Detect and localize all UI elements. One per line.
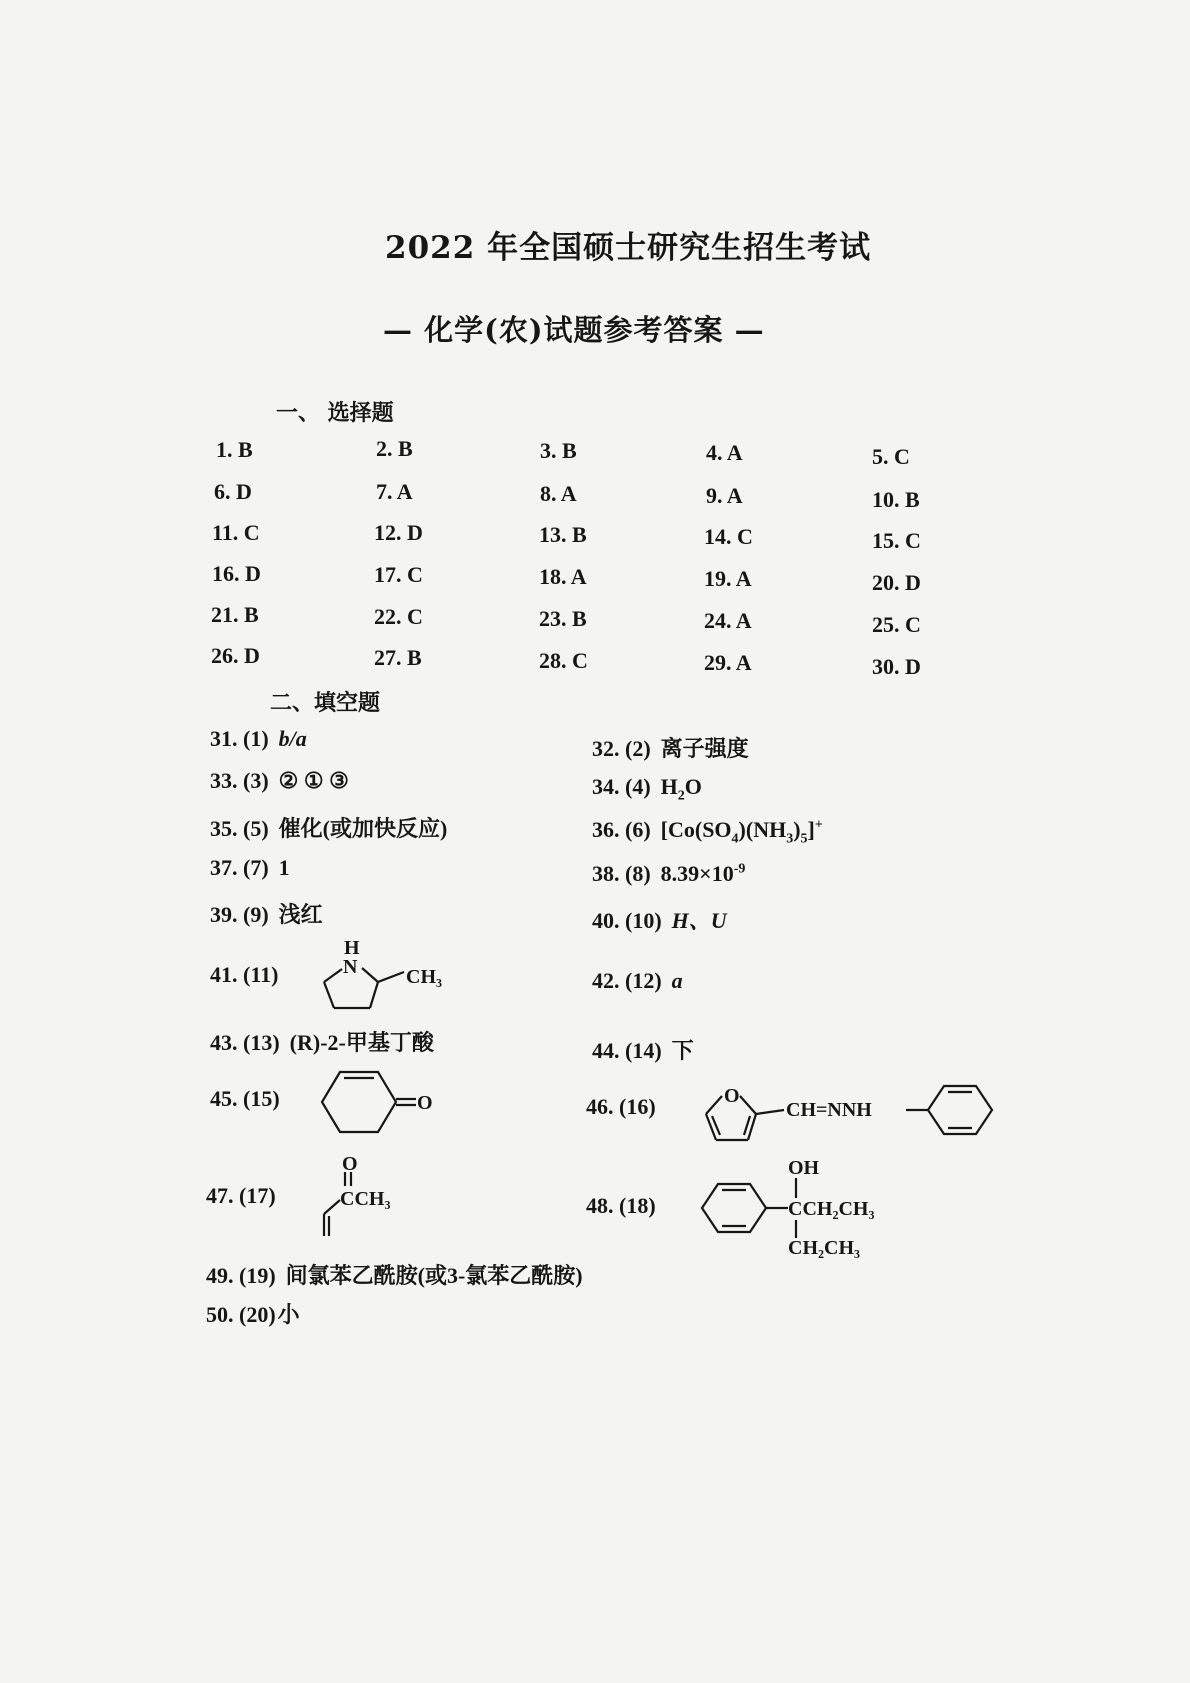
- mc-answer: 29. A: [704, 650, 752, 675]
- question-number: 43. (13): [210, 1030, 280, 1055]
- mc-answer: 15. C: [872, 528, 921, 553]
- acetyl-group-label: CCH₃: [340, 1188, 391, 1210]
- question-number: 32. (2): [592, 736, 651, 761]
- mc-answer: 18. A: [539, 564, 587, 589]
- fill-answer-38: [592, 861, 745, 887]
- cyclohexenone-structure: [320, 1066, 450, 1146]
- mc-answer: 3. B: [540, 438, 577, 463]
- mc-answer: 22. C: [374, 604, 423, 629]
- fill-answer-43: [210, 1026, 434, 1057]
- mc-answer: 2. B: [376, 436, 413, 461]
- ethyl-group-2-label: CH₂CH₃: [788, 1237, 860, 1259]
- atom-n-label: N: [343, 956, 358, 978]
- question-number: 46. (16): [586, 1094, 656, 1119]
- question-number: 48. (18): [586, 1193, 656, 1218]
- fill-answer-50: [206, 1298, 300, 1329]
- question-number: 37. (7): [210, 855, 269, 880]
- atom-h-label: H: [344, 937, 360, 959]
- mc-answer: 8. A: [540, 481, 577, 506]
- section-1-heading: 一、 选择题: [276, 400, 394, 426]
- ketone-oxygen-label: O: [417, 1092, 433, 1114]
- answer-text: 浅红: [278, 902, 323, 927]
- mc-answer: 23. B: [539, 606, 587, 631]
- mc-answer: 1. B: [216, 437, 253, 462]
- methyl-vinyl-ketone-structure: [318, 1150, 428, 1240]
- answer-text: 下: [671, 1038, 694, 1063]
- mc-answer: 24. A: [704, 608, 752, 633]
- mc-answer: 30. D: [872, 654, 921, 679]
- question-number: 35. (5): [210, 816, 269, 841]
- page-subtitle: — 化学(农)试题参考答案 —: [383, 313, 765, 347]
- section-2-heading: 二、填空题: [270, 690, 381, 716]
- mc-answer: 28. C: [539, 648, 588, 673]
- fill-answer-41: [210, 962, 278, 988]
- mc-answer: 10. B: [872, 487, 920, 512]
- mc-answer: 5. C: [872, 444, 910, 469]
- fill-answer-44: [592, 1034, 694, 1065]
- mc-answer: 13. B: [539, 522, 587, 547]
- mc-answer: 17. C: [374, 562, 423, 587]
- mc-answer: 6. D: [214, 479, 252, 504]
- fill-answer-46: [586, 1094, 656, 1120]
- question-number: 41. (11): [210, 962, 279, 987]
- ethyl-group-1-label: CCH₂CH₃: [788, 1198, 875, 1220]
- mc-answer: 19. A: [704, 566, 752, 591]
- fill-answer-47: [206, 1183, 276, 1209]
- answer-text: a: [671, 968, 683, 993]
- answer-text: H、U: [671, 908, 727, 933]
- answer-text: $H_2O$: [660, 774, 702, 804]
- page-title: 2022 年全国硕士研究生招生考试: [385, 230, 872, 266]
- answer-text: 间氯苯乙酰胺(或3-氯苯乙酰胺): [285, 1263, 583, 1288]
- question-number: 44. (14): [592, 1038, 662, 1063]
- mc-answer: 16. D: [212, 561, 261, 586]
- mc-answer: 26. D: [211, 643, 260, 668]
- mc-answer: 21. B: [211, 602, 259, 627]
- methyl-group-label: CH₃: [406, 966, 442, 988]
- question-number: 40. (10): [592, 908, 662, 933]
- fill-answer-35: [210, 812, 447, 843]
- hydrazone-chain-label: CH=NNH: [786, 1099, 872, 1121]
- answer-text: 离子强度: [660, 736, 749, 761]
- mc-answer: 27. B: [374, 645, 422, 670]
- answer-text: $8.39\times 10^{-9}$: [660, 861, 746, 886]
- question-number: 31. (1): [210, 726, 269, 751]
- fill-answer-34: [592, 774, 702, 804]
- question-number: 33. (3): [210, 768, 269, 793]
- fill-answer-49: [206, 1259, 583, 1290]
- answer-text: 催化(或加快反应): [278, 816, 448, 841]
- question-number: 47. (17): [206, 1183, 276, 1208]
- question-number: 36. (6): [592, 817, 651, 842]
- answer-text: 小: [277, 1302, 300, 1327]
- question-number: 50. (20): [206, 1302, 276, 1327]
- answer-text: ② ① ③: [278, 768, 349, 793]
- mc-answer: 20. D: [872, 570, 921, 595]
- answer-text: b/a: [278, 726, 307, 751]
- mc-answer: 4. A: [706, 440, 743, 465]
- mc-answer: 25. C: [872, 612, 921, 637]
- mc-answer: 7. A: [376, 479, 413, 504]
- fill-answer-39: [210, 898, 323, 929]
- furan-oxygen-label: O: [724, 1085, 740, 1107]
- fill-answer-32: [592, 732, 749, 763]
- question-number: 49. (19): [206, 1263, 276, 1288]
- furfural-phenylhydrazone-structure: [700, 1080, 1000, 1160]
- carbonyl-oxygen-label: O: [342, 1153, 358, 1175]
- fill-answer-33: [210, 768, 349, 794]
- mc-answer: 11. C: [212, 520, 260, 545]
- fill-answer-37: [210, 855, 290, 881]
- phenylpentanol-structure: [700, 1150, 900, 1260]
- pyrrolidine-structure: [320, 936, 460, 1016]
- fill-answer-45: [210, 1086, 280, 1112]
- hydroxyl-label: OH: [788, 1157, 820, 1179]
- mc-answer: 12. D: [374, 520, 423, 545]
- fill-answer-48: [586, 1193, 656, 1219]
- answer-text: (R)-2-甲基丁酸: [289, 1030, 434, 1055]
- answer-text: 1: [278, 855, 290, 880]
- mc-answer: 14. C: [704, 524, 753, 549]
- fill-answer-36: [592, 817, 823, 847]
- answer-text: $[Co(SO_4)(NH_3)_5]^+$: [660, 817, 823, 847]
- question-number: 42. (12): [592, 968, 662, 993]
- question-number: 34. (4): [592, 774, 651, 799]
- fill-answer-42: [592, 968, 683, 994]
- question-number: 45. (15): [210, 1086, 280, 1111]
- fill-answer-31: [210, 726, 307, 752]
- mc-answer: 9. A: [706, 483, 743, 508]
- fill-answer-40: [592, 904, 727, 935]
- question-number: 39. (9): [210, 902, 269, 927]
- question-number: 38. (8): [592, 861, 651, 886]
